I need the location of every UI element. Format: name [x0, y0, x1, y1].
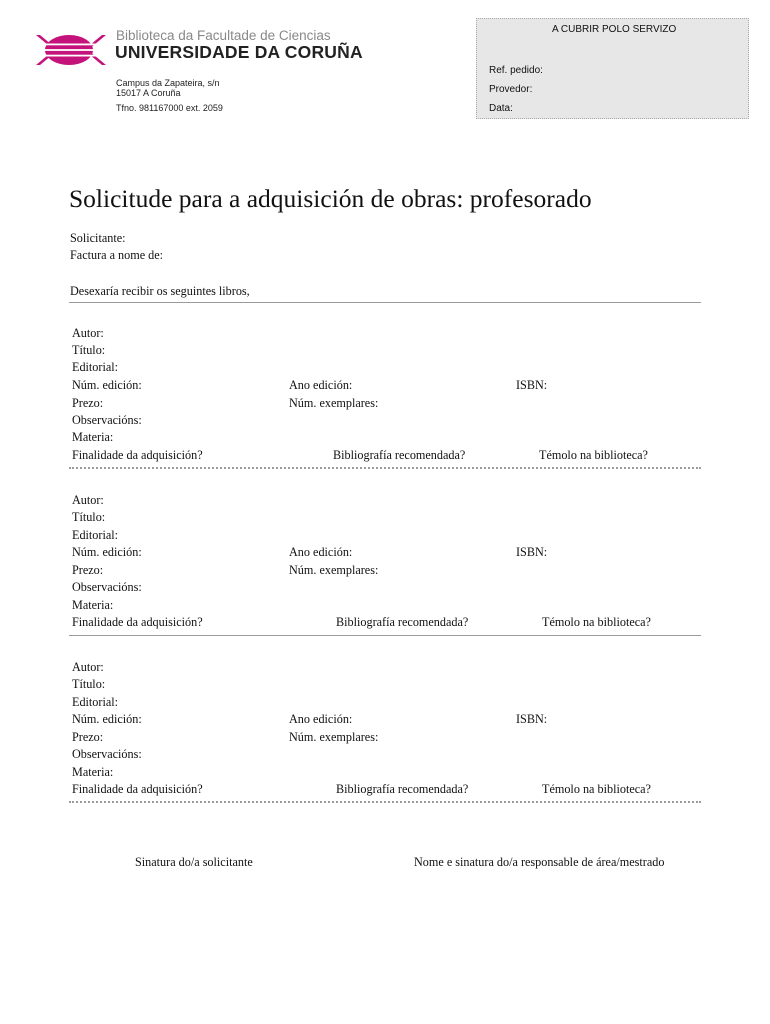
price-label: Prezo:: [72, 730, 104, 744]
author-label: Autor:: [72, 493, 104, 507]
phone-number: Tfno. 981167000 ext. 2059: [116, 103, 223, 113]
isbn-label: ISBN:: [516, 545, 548, 559]
divider: [69, 635, 701, 636]
applicant-signature-label: Sinatura do/a solicitante: [135, 855, 253, 869]
bibliography-label: Bibliografía recomendada?: [336, 782, 469, 796]
dotted-divider: [69, 467, 701, 469]
university-logo-icon: [36, 31, 106, 69]
ref-pedido-label: Ref. pedido:: [489, 65, 543, 76]
solicitante-label: Solicitante:: [70, 231, 126, 245]
edition-year-label: Ano edición:: [289, 545, 353, 559]
document-title: Solicitude para a adquisición de obras: profesorado: [69, 184, 592, 213]
publisher-label: Editorial:: [72, 695, 119, 709]
copies-label: Núm. exemplares:: [289, 396, 379, 410]
publisher-label: Editorial:: [72, 360, 119, 374]
subject-label: Materia:: [72, 430, 114, 444]
address-line-1: Campus da Zapateira, s/n: [116, 78, 220, 88]
purpose-label: Finalidade da adquisición?: [72, 615, 203, 629]
edition-number-label: Núm. edición:: [72, 545, 142, 559]
price-label: Prezo:: [72, 563, 104, 577]
bibliography-label: Bibliografía recomendada?: [333, 448, 466, 462]
invoice-name-label: Factura a nome de:: [70, 248, 164, 262]
provedor-label: Provedor:: [489, 84, 533, 95]
in-library-label: Témolo na biblioteca?: [542, 615, 651, 629]
observations-label: Observacións:: [72, 580, 142, 594]
author-label: Autor:: [72, 660, 104, 674]
service-box: [476, 18, 749, 119]
copies-label: Núm. exemplares:: [289, 730, 379, 744]
subject-label: Materia:: [72, 598, 114, 612]
edition-number-label: Núm. edición:: [72, 378, 142, 392]
title-label: Título:: [72, 677, 106, 691]
title-label: Título:: [72, 510, 106, 524]
date-label: Data:: [489, 103, 513, 114]
observations-label: Observacións:: [72, 747, 142, 761]
bibliography-label: Bibliografía recomendada?: [336, 615, 469, 629]
purpose-label: Finalidade da adquisición?: [72, 448, 203, 462]
observations-label: Observacións:: [72, 413, 142, 427]
intro-text: Desexaría recibir os seguintes libros,: [70, 284, 250, 298]
in-library-label: Témolo na biblioteca?: [542, 782, 651, 796]
library-name: Biblioteca da Facultade de Ciencias: [116, 28, 331, 43]
edition-number-label: Núm. edición:: [72, 712, 142, 726]
publisher-label: Editorial:: [72, 528, 119, 542]
university-name: UNIVERSIDADE DA CORUÑA: [115, 42, 363, 62]
edition-year-label: Ano edición:: [289, 378, 353, 392]
isbn-label: ISBN:: [516, 712, 548, 726]
author-label: Autor:: [72, 326, 104, 340]
responsible-signature-label: Nome e sinatura do/a responsable de área/mestrado: [414, 855, 665, 869]
purpose-label: Finalidade da adquisición?: [72, 782, 203, 796]
service-box-title: A CUBRIR POLO SERVIZO: [552, 24, 677, 35]
price-label: Prezo:: [72, 396, 104, 410]
dotted-divider: [69, 801, 701, 803]
divider: [69, 302, 701, 303]
subject-label: Materia:: [72, 765, 114, 779]
edition-year-label: Ano edición:: [289, 712, 353, 726]
copies-label: Núm. exemplares:: [289, 563, 379, 577]
title-label: Título:: [72, 343, 106, 357]
address-line-2: 15017 A Coruña: [116, 88, 181, 98]
isbn-label: ISBN:: [516, 378, 548, 392]
in-library-label: Témolo na biblioteca?: [539, 448, 648, 462]
